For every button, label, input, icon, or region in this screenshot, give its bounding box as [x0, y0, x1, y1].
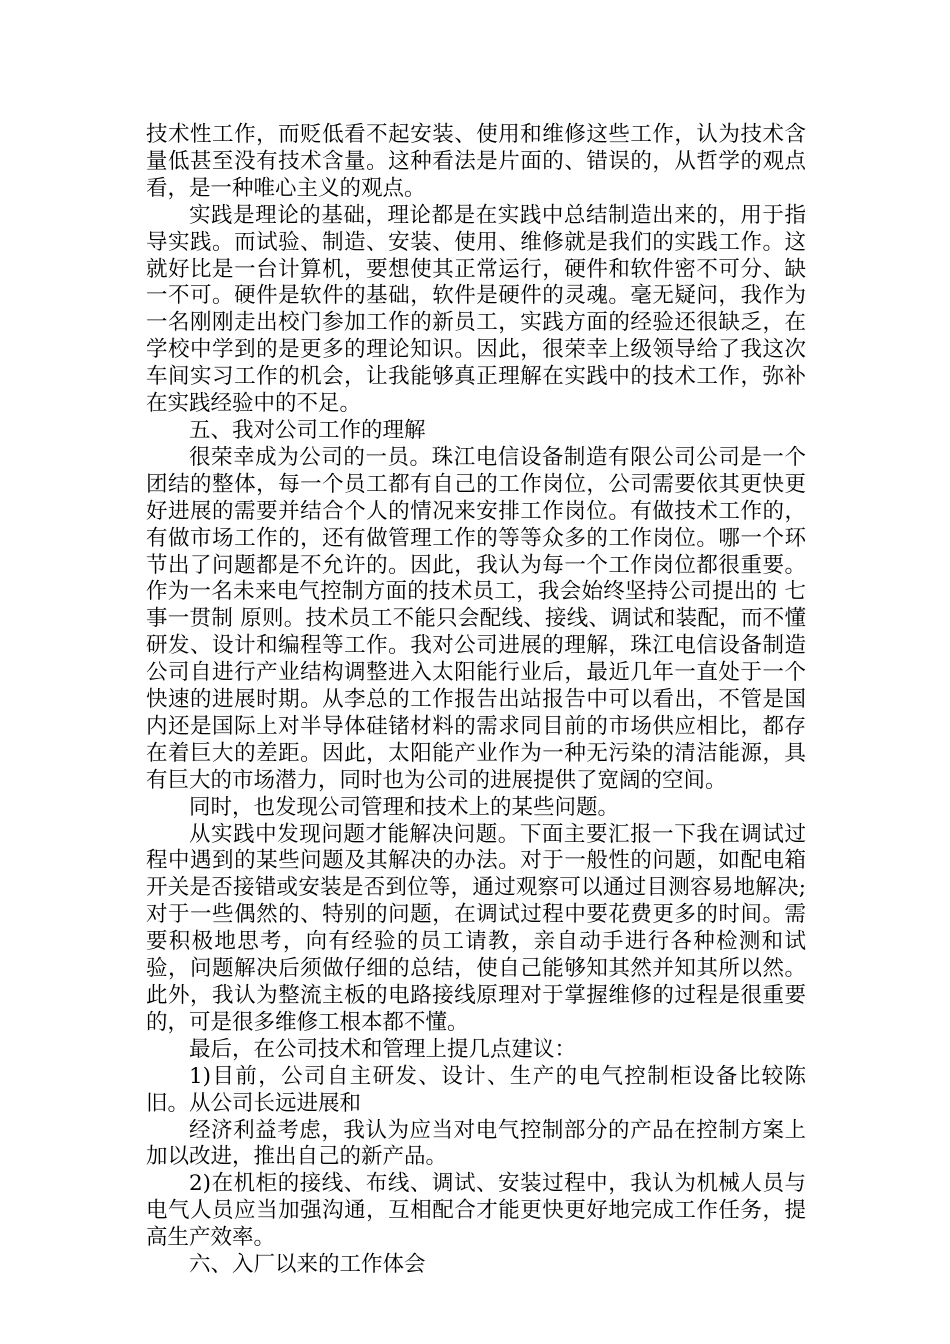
- document-body: [146, 122, 806, 1279]
- suggestion-2: 2)在机柜的接线、布线、调试、安装过程中，我认为机械人员与电气人员应当加强沟通，互相配合才能更快更好地完成工作任务，提高生产效率。: [146, 1171, 806, 1251]
- paragraph-continuation: 技术性工作，而贬低看不起安装、使用和维修这些工作，认为技术含量低甚至没有技术含量。这种看法是片面的、错误的，从哲学的观点看，是一种唯心主义的观点。: [146, 122, 806, 201]
- section-heading-6: 六、入厂以来的工作体会: [189, 1252, 426, 1278]
- paragraph-debugging-problems: 从实践中发现问题才能解决问题。下面主要汇报一下我在调试过程中遇到的某些问题及其解决的办法。对于一般性的问题，如配电箱开关是否接错或安装是否到位等，通过观察可以通过目测容易地解决;对于一些偶然的、特别的问题，在调试过程中要花费更多的时间。需要积极地思考，向有经验的员工请教，亲自动手进行各种检测和试验，问题解决后须做仔细的总结，使自己能够知其然并知其所以然。 此外，我认为整流主板的电路接线原理对于掌握维修的过程是很重要的，可是很多维修工根本都不懂。: [146, 821, 806, 1035]
- suggestion-1: 1)目前，公司自主研发、设计、生产的电气控制柜设备比较陈旧。从公司长远进展和: [146, 1063, 806, 1116]
- paragraph-problems-intro: 同时，也发现公司管理和技术上的某些问题。: [189, 794, 620, 820]
- paragraph-company-understanding: 很荣幸成为公司的一员。珠江电信设备制造有限公司公司是一个团结的整体，每一个员工都有自己的工作岗位，公司需要依其更快更好进展的需要并结合个人的情况来安排工作岗位。有做技术工作的，有做市场工作的，还有做管理工作的等等众多的工作岗位。哪一个环节出了问题都是不允许的。因此，我认为每一个工作岗位都很重要。作为一名未来电气控制方面的技术员工，我会始终坚持公司提出的 七事一贯制 原则。技术员工不能只会配线、接线、调试和装配，而不懂研发、设计和编程等工作。我对公司进展的理解，珠江电信设备制造公司自进行产业结构调整进入太阳能行业后，最近几年一直处于一个快速的进展时期。从李总的工作报告出站报告中可以看出，不管是国内还是国际上对半导体硅锗材料的需求同目前的市场供应相比，都存在着巨大的差距。因此，太阳能产业作为一种无污染的清洁能源，具有巨大的市场潜力，同时也为公司的进展提供了宽阔的空间。: [146, 444, 806, 793]
- paragraph-suggestions-intro: 最后，在公司技术和管理上提几点建议：: [189, 1036, 577, 1062]
- section-heading-5: 五、我对公司工作的理解: [189, 417, 426, 443]
- suggestion-1-continued: 经济利益考虑，我认为应当对电气控制部分的产品在控制方案上加以改进，推出自己的新产品。: [146, 1117, 806, 1170]
- paragraph-practice-theory: 实践是理论的基础，理论都是在实践中总结制造出来的，用于指导实践。而试验、制造、安装、使用、维修就是我们的实践工作。这就好比是一台计算机，要想使其正常运行，硬件和软件密不可分、缺一不可。硬件是软件的基础，软件是硬件的灵魂。毫无疑问，我作为一名刚刚走出校门参加工作的新员工，实践方面的经验还很缺乏，在学校中学到的是更多的理论知识。因此，很荣幸上级领导给了我这次车间实习工作的机会，让我能够真正理解在实践中的技术工作，弥补在实践经验中的不足。: [146, 202, 806, 417]
